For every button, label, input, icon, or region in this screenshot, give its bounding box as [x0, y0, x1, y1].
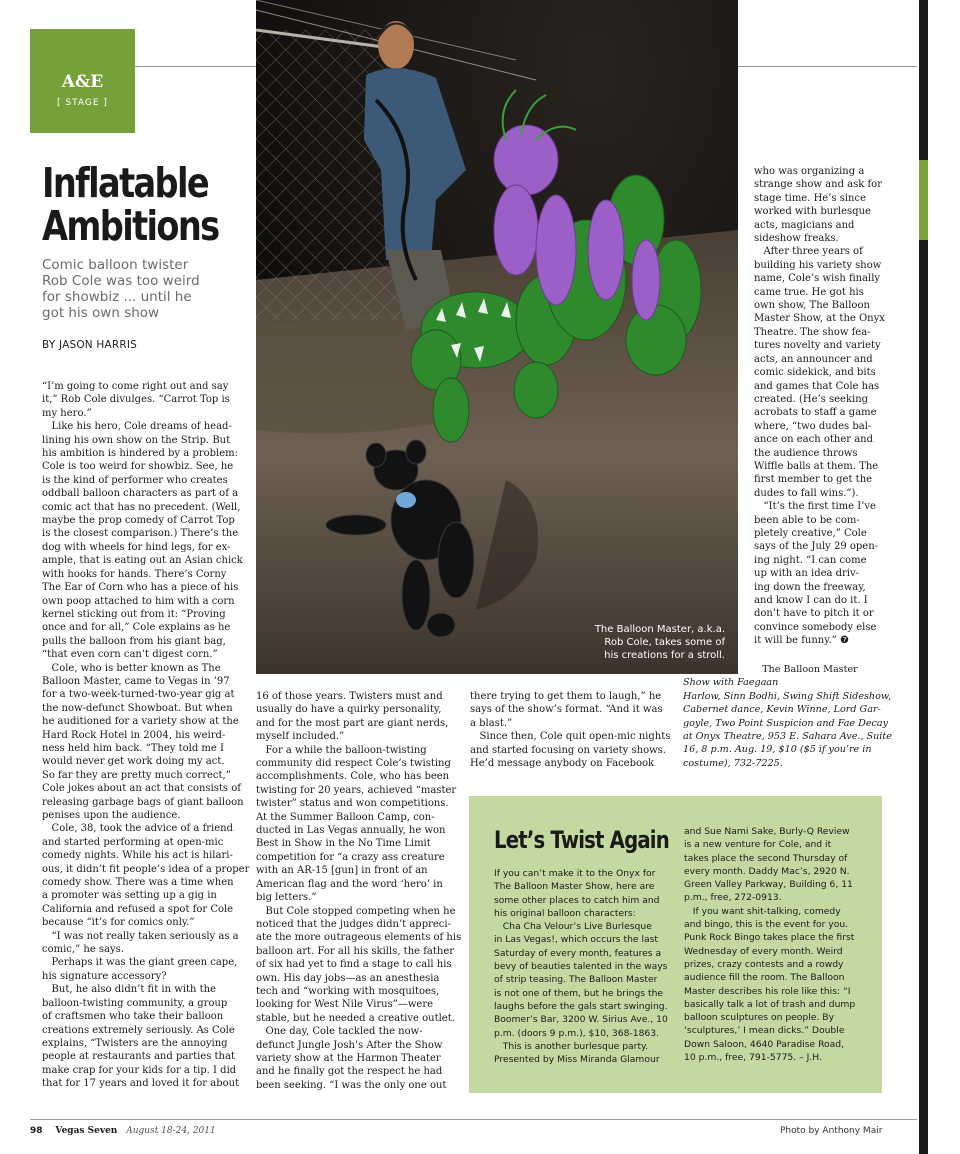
sidebar-line: laughs before the gals start swinging.: [494, 1000, 668, 1012]
caption-line: his creations for a stroll.: [604, 650, 725, 661]
show-info-line: Show with Faegaan: [683, 677, 779, 689]
sidebar-line: Down Saloon, 4640 Paradise Road,: [684, 1038, 845, 1050]
sidebar-line: p.m., free, 272-0913.: [684, 892, 782, 904]
article-line: myself included.”: [256, 731, 345, 743]
article-line: So far they are pretty much correct,”: [42, 769, 231, 781]
article-line: accomplishments. Cole, who has been: [256, 771, 450, 783]
article-line: name, Cole’s wish finally: [754, 273, 881, 285]
article-line: Like his hero, Cole dreams of head-: [42, 421, 232, 433]
headline-line: Inflatable: [42, 159, 209, 207]
article-line: tures novelty and variety: [754, 340, 881, 352]
article-line: and he finally got the respect he had: [256, 1066, 443, 1078]
sidebar-line: and Sue Nami Sake, Burly-Q Review: [684, 826, 850, 837]
sidebar-line: prizes, crazy contests and a rowdy: [684, 958, 844, 970]
dek-line: for showbiz ... until he: [42, 289, 192, 305]
sidebar-line: audience fill the room. The Balloon: [684, 972, 845, 984]
article-line: Cole, who is better known as The: [42, 662, 221, 674]
article-line: Hard Rock Hotel in 2004, his weird-: [42, 729, 226, 741]
sidebar-title: Let’s Twist Again: [494, 826, 669, 854]
article-line: explains, “Twisters are the annoying: [42, 1037, 228, 1049]
article-line: Cole, 38, took the advice of a friend: [42, 823, 234, 835]
article-line: stable, but he needed a creative outlet.: [256, 1012, 455, 1024]
article-line: Cole jokes about an act that consists of: [42, 783, 241, 795]
article-line: competition for “a crazy ass creature: [256, 851, 445, 863]
article-line: says of the show’s format. “And it was: [470, 704, 663, 716]
article-line: convince somebody else: [754, 621, 877, 633]
sidebar-line: is not one of them, but he brings the: [494, 987, 664, 999]
article-line: building his variety show: [754, 259, 882, 271]
issue-date: August 18-24, 2011: [126, 1126, 216, 1136]
sidebar-line: ‘sculptures,’ I mean dicks.” Double: [684, 1025, 845, 1037]
article-column-4: [754, 165, 910, 648]
article-line: comedy show. There was a time when: [42, 877, 234, 889]
article-line: “I was not really taken seriously as a: [42, 930, 239, 942]
section-subtitle: [ STAGE ]: [57, 98, 108, 108]
article-line: up with an idea driv-: [754, 568, 860, 580]
article-line: pletely creative,” Cole: [754, 527, 867, 539]
article-line: for a two-week-turned-two-year gig at: [42, 689, 235, 701]
photo-credit: Photo by Anthony Mair: [780, 1126, 883, 1136]
sidebar-column-1: [494, 867, 674, 1066]
article-line: people at restaurants and parties that: [42, 1051, 235, 1063]
article-line: my hero.”: [42, 407, 92, 419]
article-line: ample, that is eating out an Asian chick: [42, 555, 243, 567]
article-line: Perhaps it was the giant green cape,: [42, 957, 238, 969]
article-line: came true. He got his: [754, 286, 864, 298]
feature-photo: [256, 0, 738, 674]
article-line: because “it’s for comics only.”: [42, 917, 195, 929]
article-line: balloon art. For all his skills, the father: [256, 945, 455, 957]
article-line: But Cole stopped competing when he: [256, 905, 456, 917]
article-line: that for 17 years and loved it for about: [42, 1078, 240, 1090]
article-line: Best in Show in the No Time Limit: [256, 838, 431, 850]
article-line: ness held him back. “They told me I: [42, 742, 224, 754]
headline-line: Ambitions: [42, 202, 219, 250]
article-line: ing down the freeway,: [754, 581, 866, 593]
sidebar-line: This is another burlesque party.: [494, 1040, 649, 1052]
article-line: balloon-twisting community, a group: [42, 997, 228, 1009]
show-info: [683, 663, 913, 770]
article-line: dog with wheels for hind legs, for ex-: [42, 541, 231, 553]
article-column-1: [42, 380, 254, 1091]
article-line: 16 of those years. Twisters must and: [256, 691, 443, 702]
sidebar-line: The Balloon Master Show, here are: [494, 881, 655, 893]
article-line: oddball balloon characters as part of a: [42, 488, 239, 500]
sidebar-line: is a new venture for Cole, and it: [684, 839, 832, 851]
sidebar-line: Presented by Miss Miranda Glamour: [494, 1054, 660, 1066]
sidebar-line: Punk Rock Bingo takes place the first: [684, 932, 855, 944]
sidebar-line: bevy of beauties talented in the ways: [494, 961, 668, 973]
article-line: the now-defunct Showboat. But when: [42, 702, 233, 714]
section-title: A&E: [61, 72, 104, 92]
article-line: stage time. He’s since: [754, 192, 867, 204]
article-line: acrobats to staff a game: [754, 407, 877, 419]
article-line: comic,” he says.: [42, 944, 124, 956]
article-line: dudes to fall wins.”).: [754, 487, 859, 499]
show-info-line: 16, 8 p.m. Aug. 19, $10 ($5 if you’re in: [683, 744, 872, 756]
show-info-line: Harlow, Sinn Bodhi, Swing Shift Sideshow,: [683, 690, 892, 702]
article-line: of six had yet to find a stage to call his: [256, 959, 452, 971]
sidebar-column-2: [684, 825, 874, 1064]
article-line: Wiffle balls at them. The: [754, 460, 879, 472]
article-line: don’t have to pitch it or: [754, 608, 874, 620]
article-line: ing night. “I can come: [754, 554, 867, 566]
article-line: sideshow freaks.: [754, 233, 839, 245]
article-line: “I’m going to come right out and say: [42, 381, 229, 392]
article-line: kernel sticking out from it: “Proving: [42, 608, 226, 620]
article-line: usually do have a quirky personality,: [256, 704, 442, 716]
article-line: Since then, Cole quit open-mic nights: [470, 731, 671, 743]
headline: [42, 159, 219, 250]
article-line: comedy nights. While his act is hilari-: [42, 850, 233, 862]
article-line: it,” Rob Cole divulges. “Carrot Top is: [42, 394, 230, 406]
article-line: worked with burlesque: [754, 206, 871, 218]
sidebar-line: Wednesday of every month. Weird: [684, 945, 843, 957]
article-line: acts, magicians and: [754, 219, 855, 231]
article-line: “It’s the first time I’ve: [754, 501, 876, 513]
magazine-name: Vegas Seven: [55, 1126, 118, 1136]
article-line: twisting for 20 years, achieved “master: [256, 784, 457, 796]
show-info-line: goyle, Two Point Suspicion and Fae Decay: [683, 717, 889, 729]
sidebar-line: Master describes his role like this: “I: [684, 985, 851, 997]
article-line: California and refused a spot for Cole: [42, 903, 234, 915]
sidebar-line: basically talk a lot of trash and dump: [684, 998, 856, 1010]
sidebar-line: If you want shit-talking, comedy: [684, 905, 841, 917]
article-line: penises upon the audience.: [42, 810, 181, 821]
article-line: the audience throws: [754, 447, 858, 459]
sidebar-line: p.m. (doors 9 p.m.), $10, 368-1863.: [494, 1027, 660, 1039]
article-line: first member to get the: [754, 474, 873, 486]
article-line: pulls the balloon from his giant bag,: [42, 635, 226, 647]
article-line: The Ear of Corn who has a piece of his: [42, 582, 239, 594]
article-line: Master Show, at the Onyx: [754, 313, 885, 325]
article-line: been able to be com-: [754, 514, 860, 526]
sidebar-line: some other places to catch him and: [494, 894, 660, 906]
sidebar-line: and bingo, this is the event for you.: [684, 919, 849, 931]
article-line: and started performing at open-mic: [42, 836, 224, 848]
article-line: where, “two dudes bal-: [754, 420, 872, 432]
sidebar-line: 10 p.m., free, 791-5775. – J.H.: [684, 1052, 822, 1064]
section-tag: [30, 29, 135, 133]
dek-line: Comic balloon twister: [42, 257, 189, 273]
sidebar-line: Boomer’s Bar, 3200 W. Sirius Ave., 10: [494, 1014, 668, 1026]
spine-accent: [919, 160, 928, 240]
article-line: lining his own show on the Strip. But: [42, 434, 231, 446]
sidebar-line: every month. Daddy Mac’s, 2920 N.: [684, 865, 850, 877]
article-line: But, he also didn’t fit in with the: [42, 984, 217, 996]
article-line: One day, Cole tackled the now-: [256, 1026, 423, 1038]
article-line: there trying to get them to laugh,” he: [470, 691, 662, 702]
article-column-2: [256, 690, 463, 1092]
article-line: and know I can do it. I: [754, 595, 868, 606]
show-info-line: at Onyx Theatre, 953 E. Sahara Ave., Suite: [683, 731, 892, 743]
page-number: 98: [30, 1126, 43, 1136]
article-line: ous, it didn’t fit people’s idea of a proper: [42, 863, 250, 875]
article-line: noticed that the judges didn’t appreci-: [256, 918, 451, 930]
sidebar-line: balloon sculptures on people. By: [684, 1012, 835, 1024]
article-line: releasing garbage bags of giant balloon: [42, 796, 244, 808]
article-line: comic act that has no precedent. (Well,: [42, 501, 241, 513]
article-column-3: [470, 690, 678, 770]
article-line: own show, The Balloon: [754, 300, 870, 312]
show-info-line: costume), 732-7225.: [683, 757, 783, 769]
article-line: make crap for your kids for a tip. I did: [42, 1064, 237, 1076]
article-line: strange show and ask for: [754, 179, 882, 191]
article-line: acts, an announcer and: [754, 353, 873, 365]
article-line: it will be funny.” ❼: [754, 635, 850, 647]
article-line: his signature accessory?: [42, 970, 167, 982]
article-line: own. His day jobs—as an anesthesia: [256, 972, 440, 984]
article-line: big letters.”: [256, 892, 317, 904]
sidebar-line: If you can’t make it to the Onyx for: [494, 868, 656, 879]
article-line: of craftsmen who take their balloon: [42, 1011, 224, 1023]
sidebar-line: Saturday of every month, features a: [494, 947, 662, 959]
article-line: is the kind of performer who creates: [42, 474, 228, 486]
bottom-rule: [30, 1119, 917, 1120]
article-line: looking for West Nile Virus”—were: [256, 999, 434, 1011]
article-line: and for the most part are giant nerds,: [256, 717, 449, 729]
article-line: ance on each other and: [754, 434, 873, 446]
article-line: He’d message anybody on Facebook: [470, 758, 655, 770]
article-line: defunct Jungle Josh’s After the Show: [256, 1039, 443, 1051]
article-line: says of the July 29 open-: [754, 541, 879, 553]
show-info-lead: The Balloon Master: [753, 664, 858, 675]
article-line: a blast.”: [470, 717, 513, 729]
article-line: creations extremely seriously. As Cole: [42, 1024, 235, 1036]
article-line: is the closest comparison.) There’s the: [42, 528, 239, 540]
article-line: own poop attached to him with a corn: [42, 595, 235, 607]
dek: [42, 257, 252, 321]
article-line: For a while the balloon-twisting: [256, 744, 427, 756]
article-line: After three years of: [754, 246, 863, 258]
article-line: created. (He’s seeking: [754, 393, 869, 405]
article-line: tech and “working with mosquitoes,: [256, 985, 440, 997]
sidebar-line: of strip teasing. The Balloon Master: [494, 974, 658, 986]
article-line: once and for all,” Cole explains as he: [42, 622, 231, 634]
article-line: and started focusing on variety shows.: [470, 744, 666, 756]
article-line: ate the more outrageous elements of his: [256, 932, 462, 944]
article-line: and games that Cole has: [754, 380, 880, 392]
show-info-line: Cabernet dance, Kevin Winne, Lord Gar-: [683, 704, 881, 716]
article-line: with an AR-15 [gun] in front of an: [256, 865, 428, 877]
show-info-body: [683, 676, 913, 770]
article-line: a promoter was setting up a gig in: [42, 890, 217, 902]
article-line: Theatre. The show fea-: [754, 326, 871, 338]
article-line: he auditioned for a variety show at the: [42, 716, 239, 728]
sidebar-line: Green Valley Parkway, Building 6, 11: [684, 879, 853, 891]
article-line: would never get work doing my act.: [42, 756, 225, 768]
article-line: with hooks for hands. There’s Corny: [42, 568, 227, 580]
article-line: twister” status and won competitions.: [256, 798, 449, 810]
dek-line: Rob Cole was too weird: [42, 273, 200, 289]
article-line: ducted in Las Vegas annually, he won: [256, 825, 446, 837]
sidebar-line: in Las Vegas!, which occurs the last: [494, 934, 659, 946]
folio: [30, 1126, 216, 1136]
photo-caption: [575, 623, 725, 662]
dek-line: got his own show: [42, 305, 160, 321]
byline: BY JASON HARRIS: [42, 339, 138, 351]
article-line: his ambition is hindered by a problem:: [42, 448, 238, 460]
article-line: maybe the prop comedy of Carrot Top: [42, 515, 235, 527]
sidebar-line: takes place the second Thursday of: [684, 852, 848, 864]
article-line: variety show at the Harmon Theater: [256, 1052, 441, 1064]
article-line: comic sidekick, and bits: [754, 367, 876, 379]
sidebar-line: Cha Cha Velour’s Live Burlesque: [494, 921, 652, 933]
article-line: community did respect Cole’s twisting: [256, 758, 451, 770]
sidebar-line: his original balloon characters:: [494, 907, 636, 919]
article-line: who was organizing a: [754, 166, 865, 177]
article-line: been seeking. “I was the only one out: [256, 1079, 447, 1091]
article-line: “that even corn can’t digest corn.”: [42, 649, 218, 661]
article-line: At the Summer Balloon Camp, con-: [256, 811, 435, 823]
caption-line: Rob Cole, takes some of: [604, 637, 725, 648]
article-line: Balloon Master, came to Vegas in ’97: [42, 675, 230, 687]
caption-line: The Balloon Master, a.k.a.: [594, 624, 725, 635]
article-line: American flag and the word ‘hero’ in: [256, 878, 443, 890]
article-line: Cole is too weird for showbiz. See, he: [42, 461, 234, 473]
